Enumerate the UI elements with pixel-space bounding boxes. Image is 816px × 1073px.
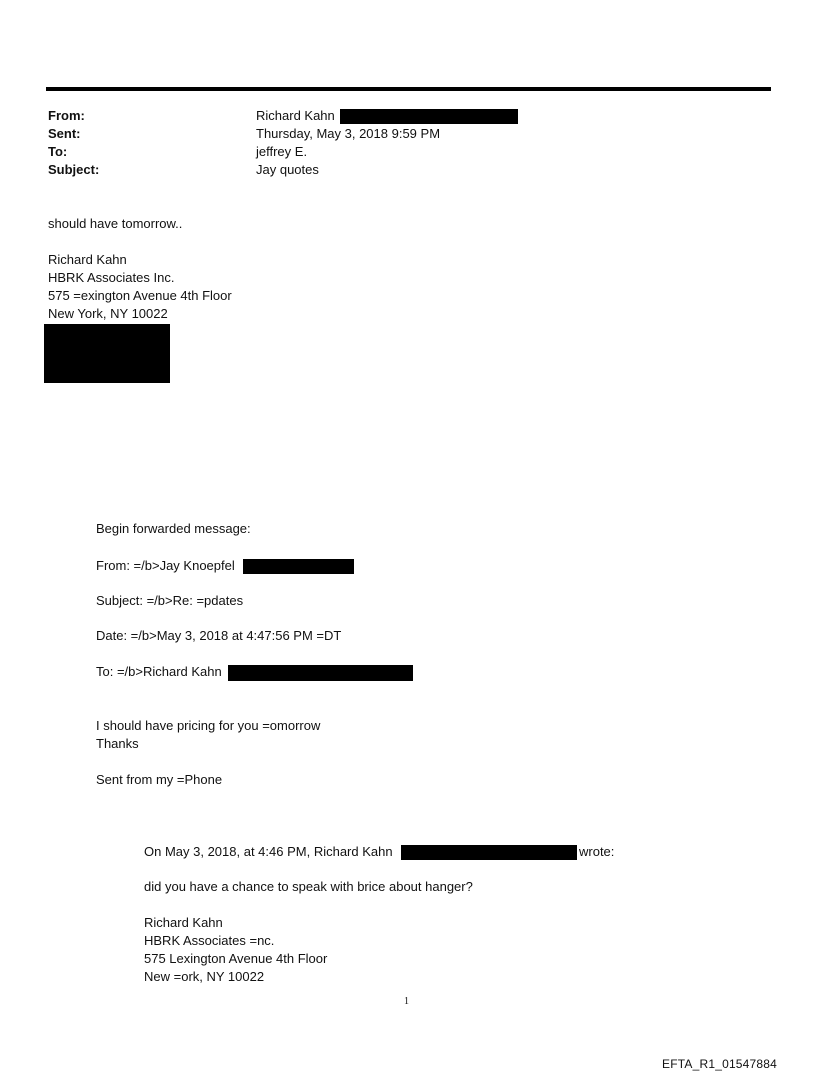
quoted-question: did you have a chance to speak with brice about hanger? <box>144 879 473 894</box>
signature-city: New York, NY 10022 <box>48 306 168 321</box>
to-label: To: <box>48 144 68 159</box>
forward-from: From: =/b>Jay Knoepfel <box>96 558 235 573</box>
signature-company: HBRK Associates Inc. <box>48 270 175 285</box>
forward-subject: Subject: =/b>Re: =pdates <box>96 593 244 608</box>
forward-date: Date: =/b>May 3, 2018 at 4:47:56 PM =DT <box>96 628 342 643</box>
quoted-on-line: On May 3, 2018, at 4:46 PM, Richard Kahn <box>144 844 393 859</box>
header-rule <box>46 87 771 91</box>
quoted-wrote: wrote: <box>579 844 615 859</box>
subject-value: Jay quotes <box>256 162 319 177</box>
signature-name: Richard Kahn <box>48 252 127 267</box>
redaction-box <box>228 665 413 681</box>
body-text: should have tomorrow.. <box>48 216 183 231</box>
from-label: From: <box>48 108 85 123</box>
redaction-box <box>401 845 577 860</box>
redaction-box <box>44 324 170 383</box>
quoted-signature-address: 575 Lexington Avenue 4th Floor <box>144 951 328 966</box>
from-value: Richard Kahn <box>256 108 335 123</box>
sent-value: Thursday, May 3, 2018 9:59 PM <box>256 126 441 141</box>
redaction-box <box>340 109 518 124</box>
forward-sent-from: Sent from my =Phone <box>96 772 223 787</box>
forward-to: To: =/b>Richard Kahn <box>96 664 222 679</box>
redaction-box <box>243 559 354 574</box>
document-id: EFTA_R1_01547884 <box>662 1057 778 1071</box>
forward-message-thanks: Thanks <box>96 736 139 751</box>
signature-address: 575 =exington Avenue 4th Floor <box>48 288 232 303</box>
quoted-signature-city: New =ork, NY 10022 <box>144 969 265 984</box>
forward-message-line: I should have pricing for you =omorrow <box>96 718 321 733</box>
sent-label: Sent: <box>48 126 81 141</box>
to-value: jeffrey E. <box>256 144 308 159</box>
quoted-signature-company: HBRK Associates =nc. <box>144 933 275 948</box>
page-number: 1 <box>404 996 409 1007</box>
subject-label: Subject: <box>48 162 100 177</box>
quoted-signature-name: Richard Kahn <box>144 915 223 930</box>
forward-intro: Begin forwarded message: <box>96 521 251 536</box>
